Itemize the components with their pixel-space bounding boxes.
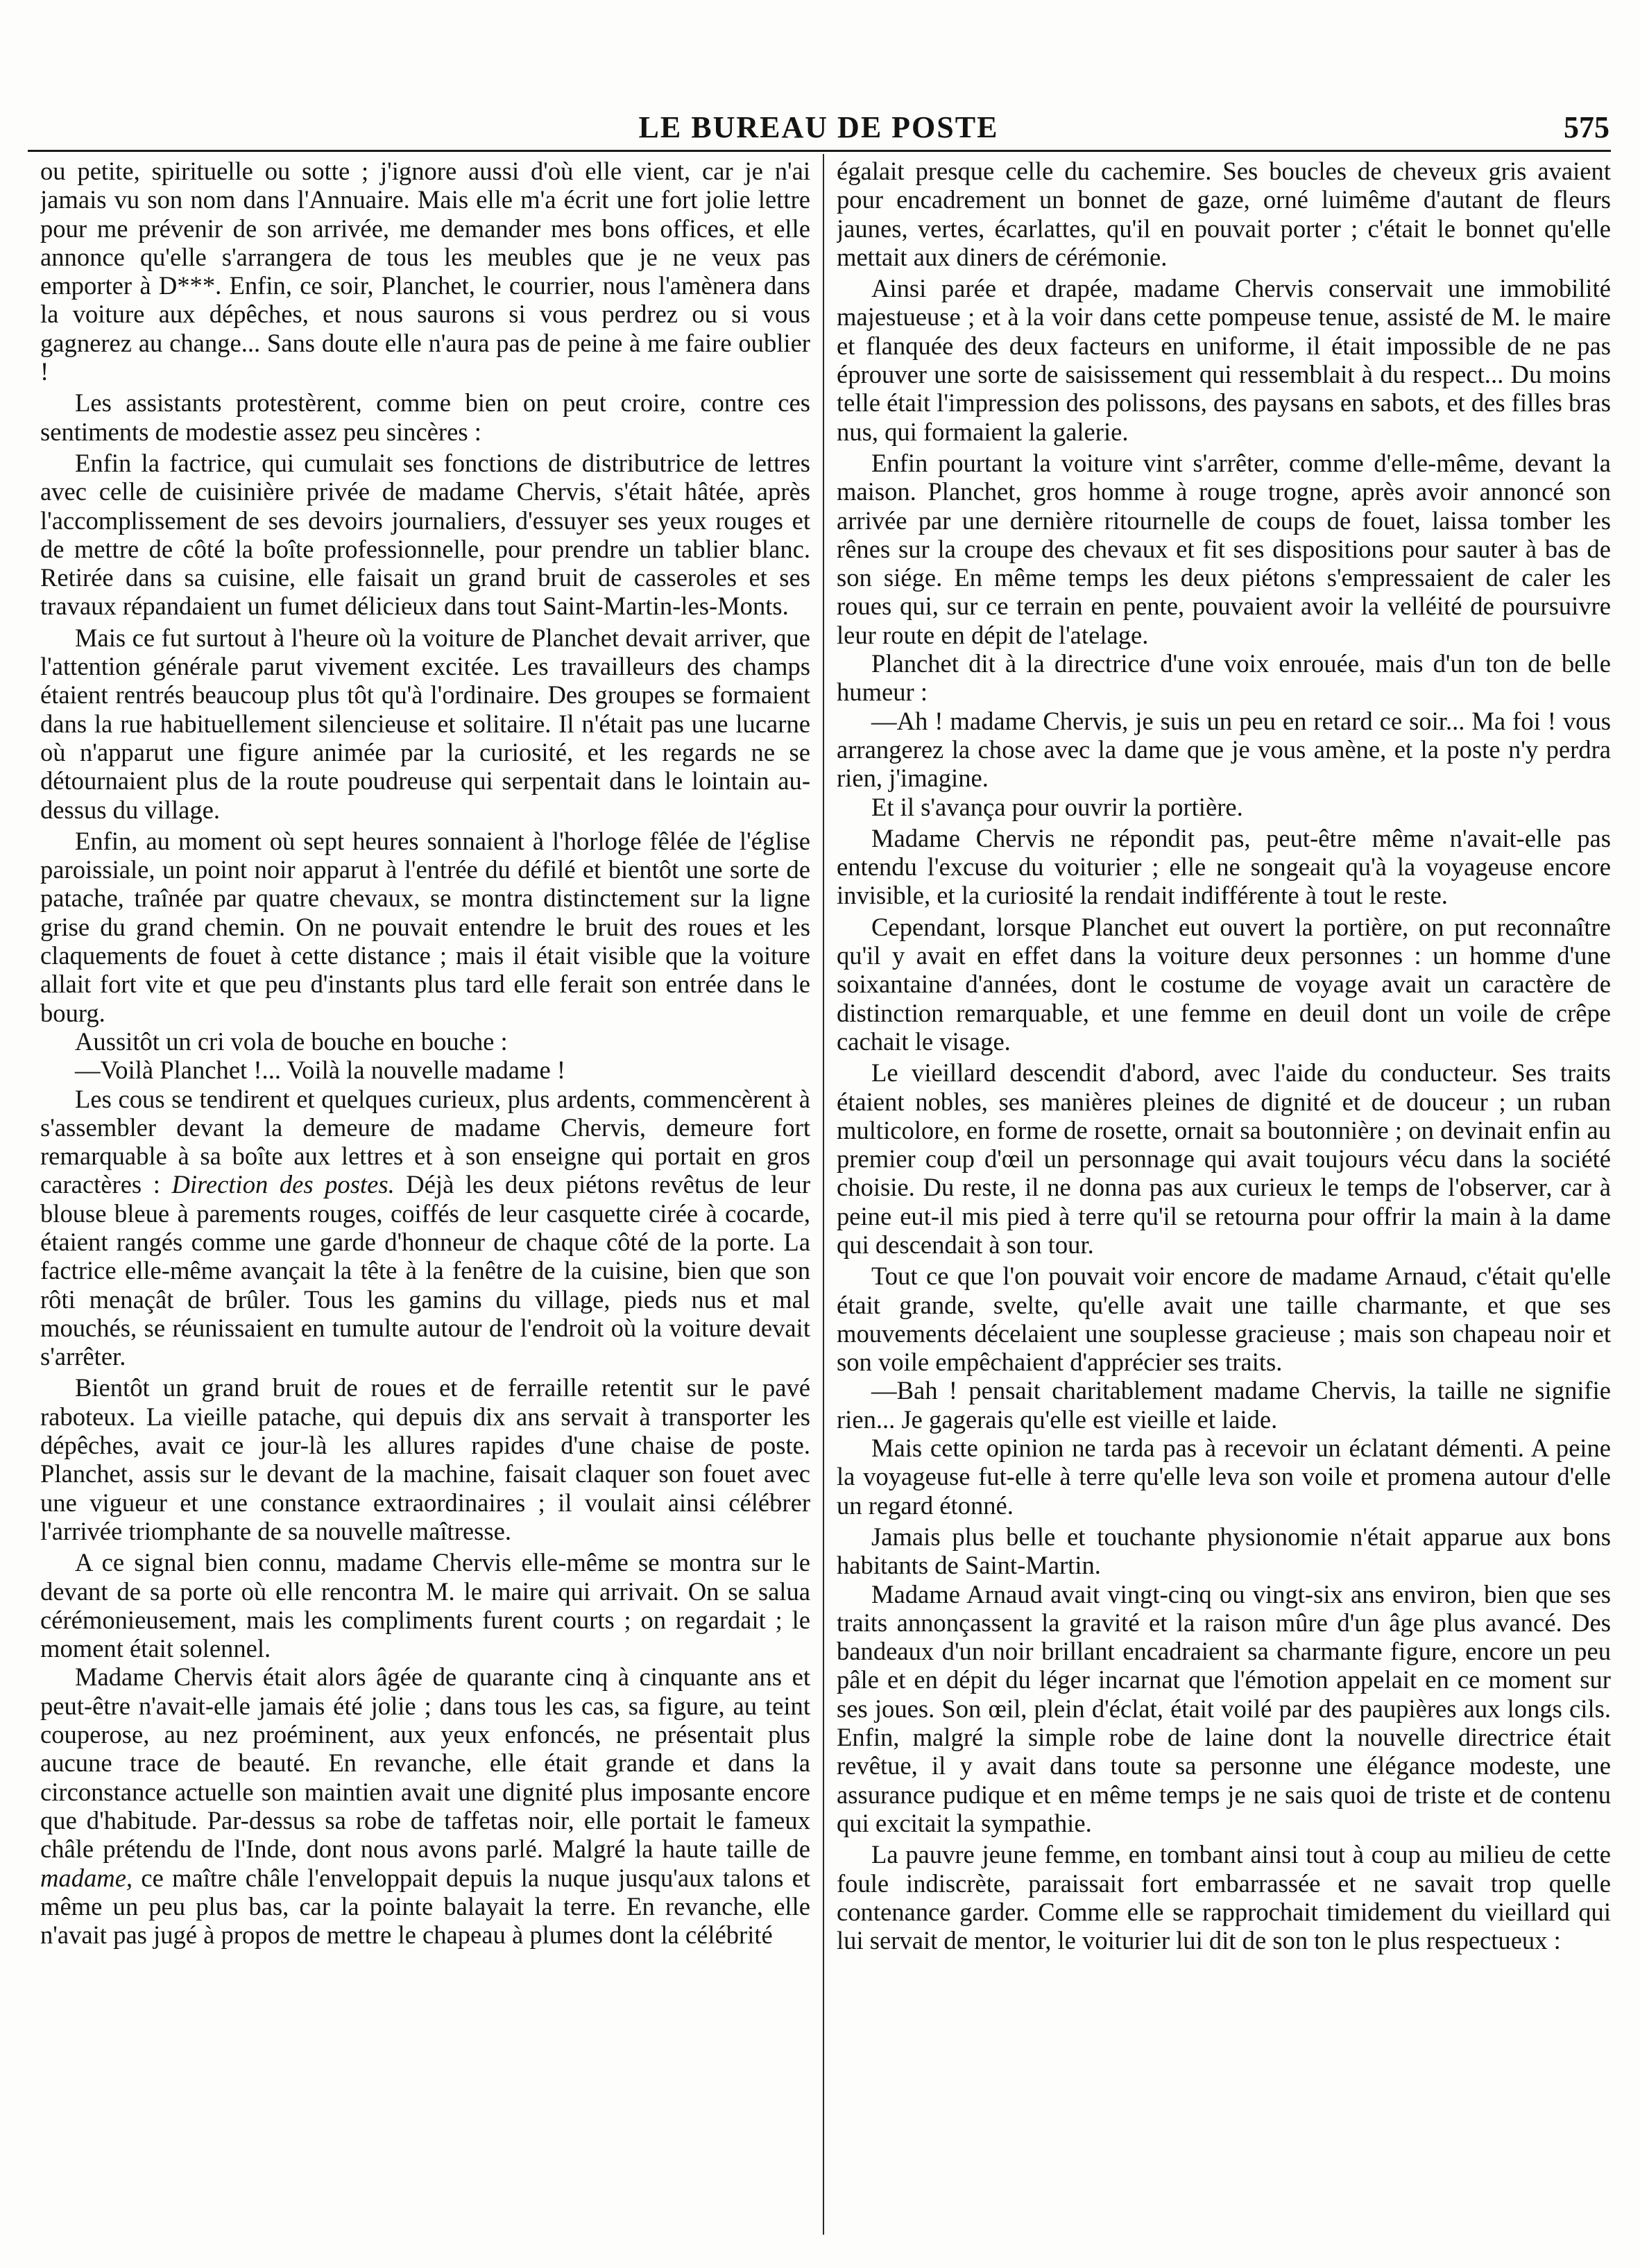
left-column — [40, 157, 810, 2265]
paragraph: Enfin, au moment où sept heures sonnaient à l'horloge fêlée de l'église paroissiale, un point noir apparut à l'entrée du défilé et bientôt une sorte de patache, traînée par quatre chevaux, se montra distinctement sur la ligne grise du grand chemin. On ne pouvait entendre le bruit des roues et les claquements de fouet à cette distance ; mais il était visible que la voiture allait fort vite et que peu d'instants plus tard elle ferait son entrée dans le bourg. — [40, 826, 810, 1027]
paragraph: Aussitôt un cri vola de bouche en bouche : — [75, 1026, 508, 1056]
paragraph: Ainsi parée et drapée, madame Chervis conservait une immobilité majestueuse ; et à la voir dans cette pompeuse tenue, assisté de M. le maire et flanquée des deux facteurs en uniforme, il était impossible de ne pas éprouver une sorte de saisissement qui ressemblait à du respect... Du moins telle était l'impression des polissons, des paysans en sabots, et des filles bras nus, qui formaient la galerie. — [837, 274, 1611, 446]
text-run: ce maître châle l'enveloppait depuis la nuque jusqu'aux talons et même un peu plus bas, car la pointe balayait la terre. En revanche, elle n'avait pas jugé à propos de mettre le chapeau à plumes dont la célébrité — [40, 1863, 810, 1950]
paragraph: Mais ce fut surtout à l'heure où la voiture de Planchet devait arriver, que l'attention générale parut vivement excitée. Les travailleurs des champs étaient rentrés beaucoup plus tôt qu'à l'ordinaire. Des groupes se formaient dans la rue habituellement silencieuse et solitaire. Il n'était pas une lucarne où n'apparut une figure animée par la curiosité, et les regards ne se détournaient plus de la route poudreuse qui serpentait dans le lointain au-dessus du village. — [40, 623, 810, 824]
text-run: Les cous se tendirent et quelques curieux, plus ardents, commencèrent à s'assembler devant la demeure de madame Chervis, demeure fort remarquable à sa boîte aux lettres et à son enseigne qui portait en gros caractères : — [40, 1084, 810, 1199]
paragraph: Madame Chervis ne répondit pas, peut-être même n'avait-elle pas entendu l'excuse du voiturier ; elle ne songeait qu'à la voyageuse encore invisible, et la curiosité la rendait indifférente à tout le reste. — [837, 823, 1611, 910]
dialogue-line: —Bah ! pensait charitablement madame Chervis, la taille ne signifie rien... Je gagerais qu'elle est vieille et laide. — [837, 1376, 1611, 1434]
paragraph: égalait presque celle du cachemire. Ses boucles de cheveux gris avaient pour encadrement un bonnet de gaze, orné luimême d'autant de fleurs jaunes, vertes, écarlattes, qu'il en pouvait porter ; c'était le bonnet qu'elle mettait aux diners de cérémonie. — [837, 157, 1611, 271]
paragraph: Tout ce que l'on pouvait voir encore de madame Arnaud, c'était qu'elle était grande, svelte, qu'elle avait une taille charmante, et que ses mouvements décelaient une souplesse gracieuse ; mais son chapeau noir et son voile empêchaient d'apprécier ses traits. — [837, 1262, 1611, 1377]
dialogue-line: —Voilà Planchet !... Voilà la nouvelle madame ! — [75, 1056, 566, 1085]
paragraph: Enfin pourtant la voiture vint s'arrêter, comme d'elle-même, devant la maison. Planchet, gros homme à rouge trogne, après avoir annoncé son arrivée par une dernière ritournelle de coups de fouet, laissa tomber les rênes sur la croupe des chevaux et fit ses dispositions pour sauter à bas de son siége. En même temps les deux piétons s'empressaient de caler les roues qui, sur ce terrain en pente, pouvaient avoir la velléité de poursuivre leur route en dépit de l'atelage. — [837, 448, 1611, 649]
paragraph: Planchet dit à la directrice d'une voix enrouée, mais d'un ton de belle humeur : — [837, 649, 1611, 707]
paragraph: Enfin la factrice, qui cumulait ses fonctions de distributrice de lettres avec celle de cuisinière privée de madame Chervis, s'était hâtée, après l'accomplissement de ses devoirs journaliers, d'essuyer ses yeux rouges et de mettre de côté la boîte professionnelle, pour prendre un tablier blanc. Retirée dans sa cuisine, elle faisait un grand bruit de casseroles et ses travaux répandaient un fumet délicieux dans tout Saint-Martin-les-Monts. — [40, 448, 810, 621]
italic-run: Direction des postes. — [171, 1170, 395, 1199]
column-divider — [823, 154, 824, 2235]
page-header — [28, 110, 1609, 148]
right-column — [837, 157, 1611, 2265]
paragraph: Bientôt un grand bruit de roues et de ferraille retentit sur le pavé raboteux. La vieille patache, qui depuis dix ans servait à transporter les dépêches, avait ce jour-là les allures rapides d'une chaise de poste. Planchet, assis sur le devant de la machine, faisait claquer son fouet avec une vigueur et une constance extraordinaires ; il voulait ainsi célébrer l'arrivée triomphante de sa nouvelle maîtresse. — [40, 1373, 810, 1545]
dialogue-line: —Ah ! madame Chervis, je suis un peu en retard ce soir... Ma foi ! vous arrangerez la chose avec la dame que je vous amène, et la poste n'y perdra rien, j'imagine. — [837, 706, 1611, 793]
paragraph: Cependant, lorsque Planchet eut ouvert la portière, on put reconnaître qu'il y avait en effet dans la voiture deux personnes : un homme d'une soixantaine d'années, dont le costume de voyage avait un caractère de distinction remarquable, et une femme en deuil dont un voile de crêpe cachait le visage. — [837, 912, 1611, 1056]
paragraph: A ce signal bien connu, madame Chervis elle-même se montra sur le devant de sa porte où elle rencontra M. le maire qui arrivait. On se salua cérémonieusement, mais les compliments furent courts ; on regardait ; le moment était solennel. — [40, 1548, 810, 1663]
paragraph: Et il s'avança pour ouvrir la portière. — [871, 792, 1243, 821]
text-run: Madame Chervis était alors âgée de quarante cinq à cinquante ans et peut-être n'avait-elle jamais été jolie ; dans tous les cas, sa figure, au teint couperose, au nez proéminent, aux yeux enfoncés, ne présentait plus aucune trace de beauté. En revanche, elle était grande et dans la circonstance actuelle son maintien avait une dignité plus imposante encore que d'habitude. Par-dessus sa robe de taffetas noir, elle portait le fameux châle prétendu de l'Inde, dont nous avons parlé. Malgré la haute taille de — [40, 1663, 810, 1864]
paragraph: Madame Arnaud avait vingt-cinq ou vingt-six ans environ, bien que ses traits annonçassent la gravité et la raison mûre d'un âge plus avancé. Des bandeaux d'un noir brillant encadraient sa charmante figure, encore un peu pâle et en dépit du léger incarnat que l'émotion appelait en ce moment sur ses joues. Son œil, plein d'éclat, était voilé par des paupières aux longs cils. Enfin, malgré la simple robe de laine dont la nouvelle directrice était revêtue, il y avait dans toute sa personne une élégance modeste, une assurance pudique et en même temps je ne sais quoi de triste et de contenu qui excitait la sympathie. — [837, 1579, 1611, 1837]
paragraph: Mais cette opinion ne tarda pas à recevoir un éclatant démenti. A peine la voyageuse fut-elle à terre qu'elle leva son voile et promena autour d'elle un regard étonné. — [837, 1434, 1611, 1520]
running-title: LE BUREAU DE POSTE — [638, 110, 999, 144]
paragraph: ou petite, spirituelle ou sotte ; j'ignore aussi d'où elle vient, car je n'ai jamais vu son nom dans l'Annuaire. Mais elle m'a écrit une fort jolie lettre pour me prévenir de son arrivée, me demander mes bons offices, et elle annonce qu'elle s'arrangera de tous les meubles que je ne veux pas emporter à D***. Enfin, ce soir, Planchet, le courrier, nous l'amènera dans la voiture aux dépêches, et nous saurons si vous perdrez ou si vous gagnerez au change... Sans doute elle n'aura pas de peine à me faire oublier ! — [40, 157, 810, 386]
paragraph: La pauvre jeune femme, en tombant ainsi tout à coup au milieu de cette foule indiscrète, paraissait fort embarrassée et ne savait trop quelle contenance garder. Comme elle se rapprochait timidement du vieillard qui lui servait de mentor, le voiturier lui dit de son ton le plus respectueux : — [837, 1840, 1611, 1955]
paragraph: Jamais plus belle et touchante physionomie n'était apparue aux bons habitants de Saint-Martin. — [837, 1522, 1611, 1580]
header-rule — [28, 150, 1611, 152]
text-run: Déjà les deux piétons revêtus de leur blouse bleue à parements rouges, coiffés de leur casquette cirée à cocarde, étaient rangés comme une garde d'honneur de chaque côté de la porte. La factrice elle-même avançait la tête à la fenêtre de la cuisine, bien que son rôti menaçât de brûler. Tous les gamins du village, pieds nus et mal mouchés, se réunissaient en tumulte autour de l'endroit où la voiture devait s'arrêter. — [40, 1170, 810, 1371]
paragraph: Le vieillard descendit d'abord, avec l'aide du conducteur. Ses traits étaient nobles, ses manières pleines de dignité et de douceur ; un ruban multicolore, en forme de rosette, ornait sa boutonnière ; on devinait enfin au premier coup d'œil un personnage qui avait toujours vécu dans la société choisie. Du reste, il ne donna pas aux curieux le temps de l'observer, car à peine eut-il mis pied à terre qu'il se retourna pour offrir la main à la dame qui descendait à son tour. — [837, 1058, 1611, 1259]
paragraph — [40, 1085, 810, 1371]
paragraph — [40, 1663, 810, 1949]
italic-run: madame, — [40, 1863, 133, 1892]
paragraph: Les assistants protestèrent, comme bien on peut croire, contre ces sentiments de modestie assez peu sincères : — [40, 388, 810, 446]
page-number: 575 — [1564, 110, 1609, 144]
